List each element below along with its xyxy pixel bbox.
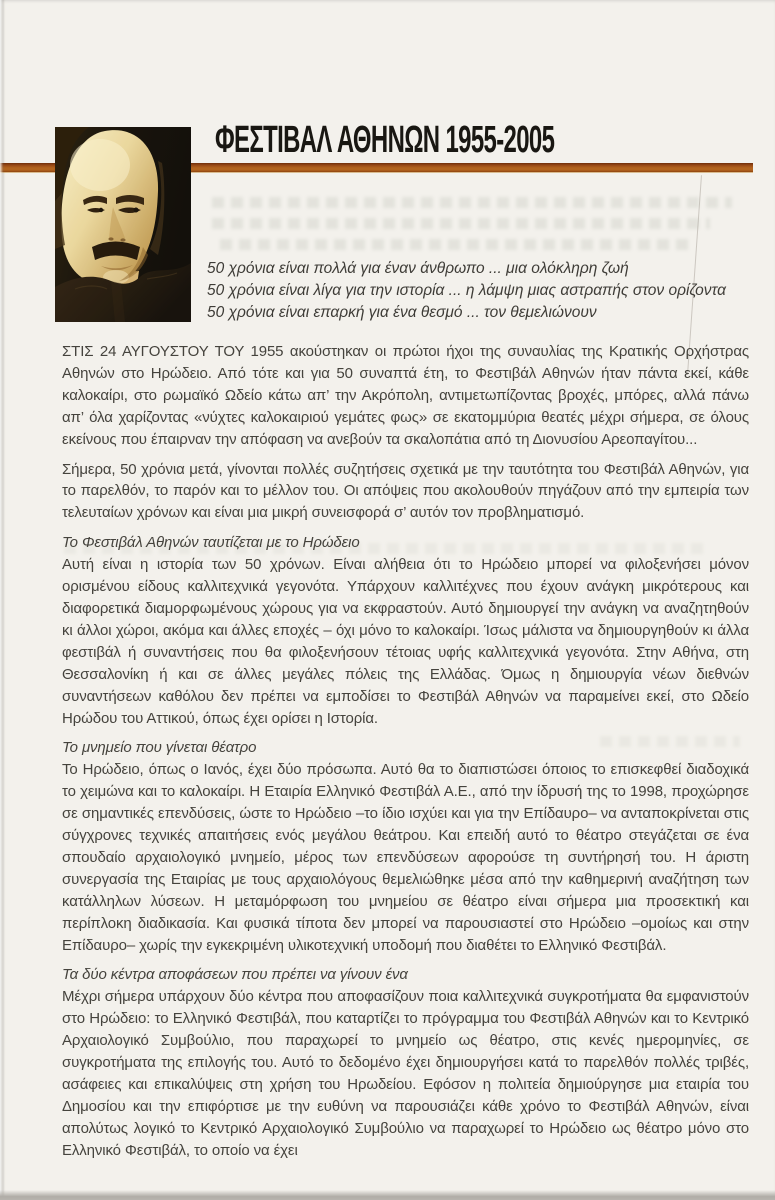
section-paragraph-3: Μέχρι σήμερα υπάρχουν δύο κέντρα που αποφασίζουν ποια καλλιτεχνικά συγκροτήματα θα εμφανιστούν στο Ηρώδειο: το Ελληνικό Φεστιβάλ, που καταρτίζει το πρόγραμμα του Φεστιβάλ Αθηνών και το Κεντρικό Αρχαιολογικό Συμβούλιο, που παραχωρεί το μνημείο ως θέατρο, στις κενές ημερομηνίες, σε συγκροτήματα της επιλογής του. Αυτό το δεδομένο έχει δημιουργήσει κατά το παρελθόν πολλές τριβές, ασάφειες και επικαλύψεις στη χρήση του Ηρωδείου. Εφόσον η πολιτεία δημιούργησε μια εταιρία του Δημοσίου και την επιφόρτισε με την ευθύνη να παρουσιάζει κάθε χρόνο το Φεστιβάλ Αθηνών, είναι απολύτως λογικό το Κεντρικό Αρχαιολογικό Συμβούλιο να παραχωρεί το Ηρώδειο ως θέατρο μόνο στο Ελληνικό Φεστιβάλ, το οποίο να έχει (62, 988, 749, 1159)
epigraph-line-1: 50 χρόνια είναι πολλά για έναν άνθρωπο ... μια ολόκληρη ζωή (207, 260, 629, 277)
print-bleed-artifact (212, 197, 732, 208)
scan-edge-shadow (0, 1190, 775, 1200)
scan-edge-left (0, 0, 5, 1200)
page-title: ΦΕΣΤΙΒΑΛ ΑΘΗΝΩΝ 1955-2005 (215, 119, 555, 161)
section-paragraph-1: Αυτή είναι η ιστορία των 50 χρόνων. Είναι αλήθεια ότι το Ηρώδειο μπορεί να φιλοξενήσει μόνον ορισμένου είδους καλλιτεχνικά γεγονότα. Υπάρχουν καλλιτέχνες που έχουν ανάγκη μικρότερους και διαφορετικά διαμορφωμένους χώρους για να εκφραστούν. Αυτό δημιουργεί την ανάγκη να αναζητηθούν κι άλλοι χώροι, ακόμα και άλλες εποχές – όχι μόνο το καλοκαίρι. Ίσως μάλιστα να δημιουργηθούν κι άλλα φεστιβάλ ή συναντήσεις που θα φιλοξενήσουν τέτοιας υφής καλλιτεχνικά γεγονότα. Στην Αθήνα, στη Θεσσαλονίκη ή και σε άλλες μεγάλες πόλεις της Ελλάδας. Όμως η δημιουργία νέων διεθνών συναντήσεων καθόλου δεν πρέπει να εμποδίσει το Φεστιβάλ Αθηνών να παραμείνει εκεί, στο Ωδείο Ηρώδου του Αττικού, όπως έχει ορίσει η Ιστορία. (62, 556, 749, 727)
epigraph (207, 258, 727, 325)
section-heading-3: Τα δύο κέντρα αποφάσεων που πρέπει να γίνουν ένα (62, 966, 408, 984)
article-body (62, 341, 749, 1170)
portrait-photo-graphic (55, 127, 191, 322)
portrait-photo (55, 127, 191, 322)
intro-paragraph-2: Σήμερα, 50 χρόνια μετά, γίνονται πολλές συζητήσεις σχετικά με την ταυτότητα του Φεστιβάλ Αθηνών, για το παρελθόν, το παρόν και το μέλλον του. Οι απόψεις που ακολουθούν πηγάζουν από την εμπειρία των τελευταίων χρόνων και είναι μια μικρή συνεισφορά σ’ αυτόν τον προβληματισμό. (62, 460, 749, 522)
intro-paragraph-1: ΣΤΙΣ 24 ΑΥΓΟΥΣΤΟΥ ΤΟΥ 1955 ακούστηκαν οι πρώτοι ήχοι της συναυλίας της Κρατικής Ορχήστρας Αθηνών στο Ηρώδειο. Από τότε και για 50 συναπτά έτη, το Φεστιβάλ Αθηνών ήταν πάντα εκεί, κάθε καλοκαίρι, στο ρωμαϊκό Ωδείο κάτω απ’ την Ακρόπολη, αντιμετωπίζοντας βροχές, μπόρες, αλλά πάνω απ’ όλα χαρίζοντας «νύχτες καλοκαιριού γεμάτες φως» σε εκατομμύρια θεατές μέχρι σήμερα, σε όλους εκείνους που έπαιρναν την απόφαση να ανεβούν τα σκαλοπάτια από τη Διονυσίου Αρεοπαγίτου... (62, 343, 749, 448)
epigraph-line-2: 50 χρόνια είναι λίγα για την ιστορία ... η λάμψη μιας αστραπής στον ορίζοντα (207, 282, 726, 300)
epigraph-line-3: 50 χρόνια είναι επαρκή για ένα θεσμό ... τον θεμελιώνουν (207, 304, 597, 322)
section-paragraph-2: Το Ηρώδειο, όπως ο Ιανός, έχει δύο πρόσωπα. Αυτό θα το διαπιστώσει όποιος το επισκεφθεί διαδοχικά το χειμώνα και το καλοκαίρι. Η Εταιρία Ελληνικό Φεστιβάλ Α.Ε., από την ίδρυσή της το 1998, προχώρησε σε σημαντικές επενδύσεις, ώστε το Ηρώδειο –το ίδιο ισχύει και για την Επίδαυρο– να ανταποκρίνεται στις σύγχρονες τεχνικές απαιτήσεις ενός μεγάλου θεάτρου. Και επειδή αυτό το θέατρο στεγάζεται σε ένα σπουδαίο αρχαιολογικό μνημείο, μέρος των επενδύσεων αφορούσε τη συντήρησή του. Η άριστη συνεργασία της Εταιρίας με τους αρχαιολόγους θεμελιώθηκε μέσα από την καθημερινή αναζήτηση των κατάλληλων λύσεων. Η μεταμόρφωση του μνημείου σε θέατρο είναι σήμερα μια προσεκτική και περίπλοκη διαδικασία. Και φυσικά τίποτα δεν μπορεί να παρουσιαστεί στο Ηρώδειο –ομοίως και στην Επίδαυρο– χωρίς την εγκεκριμένη υλικοτεχνική υποδομή που διαθέτει το Ελληνικό Φεστιβάλ. (62, 761, 749, 954)
section-heading-2: Το μνημείο που γίνεται θέατρο (62, 739, 257, 757)
section-heading-1: Το Φεστιβάλ Αθηνών ταυτίζεται με το Ηρώδειο (62, 534, 360, 552)
print-bleed-artifact (212, 218, 710, 229)
print-bleed-artifact (220, 239, 688, 250)
